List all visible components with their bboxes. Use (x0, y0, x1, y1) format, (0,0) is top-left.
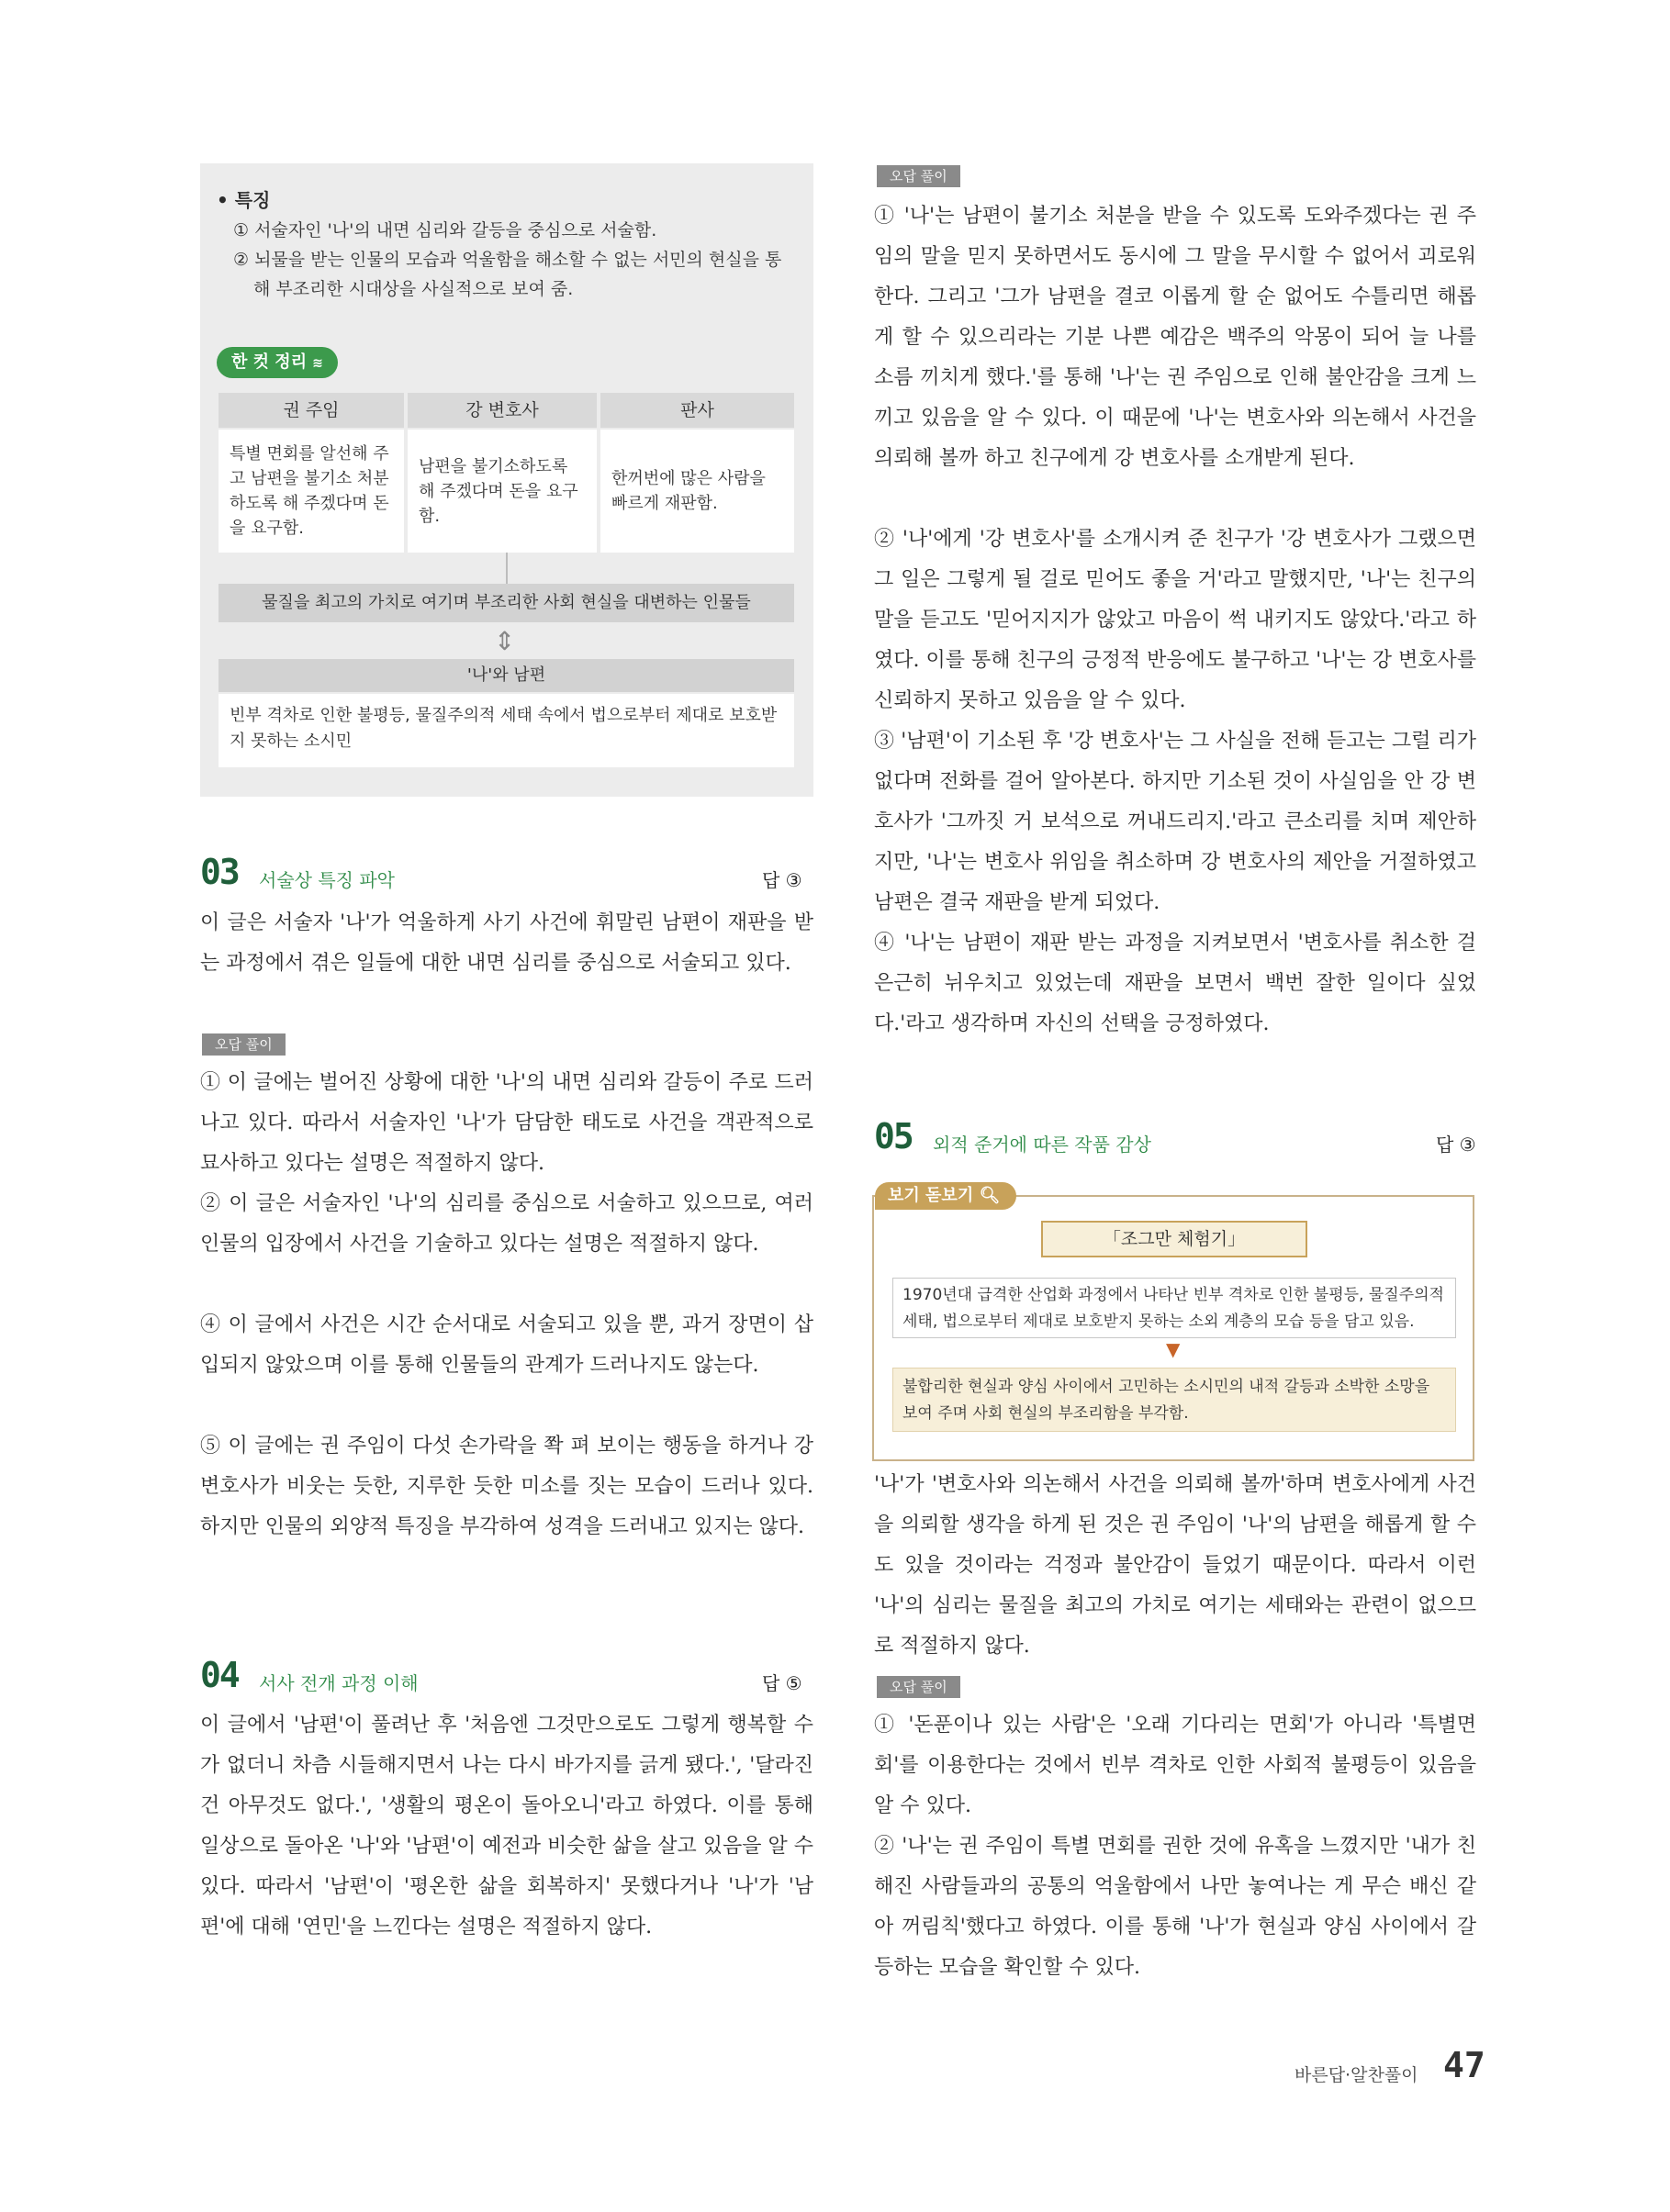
col-head-kwon: 권 주임 (219, 393, 404, 428)
bogi-tag: 보기 돋보기 🔍︎ (875, 1182, 1016, 1210)
s04-number: 04 (200, 1655, 239, 1695)
summary-band: 물질을 최고의 가치로 여기며 부조리한 사회 현실을 대변하는 인물들 (219, 584, 794, 622)
swirl-icon: ≋ (312, 356, 323, 371)
col-body-judge: 한꺼번에 많은 사람을 빠르게 재판함. (600, 430, 794, 553)
col-body-kang: 남편을 불기소하도록 해 주겠다며 돈을 요구함. (408, 430, 597, 553)
s05-body: '나'가 '변호사와 의논해서 사건을 의뢰해 볼까'하며 변호사에게 사건을 의뢰할 생각을 하게 된 것은 권 주임이 '나'의 남편을 해롭게 할 수도 있을 것이라는 걱정과 불안감이 들었기 때문이다. 따라서 이런 '나'의 심리는 물질을 최고의 가치로 여기는 세태와는 관련이 없으므로 적절하지 않다. (874, 1473, 1476, 1658)
bogi-title: 「조그만 체험기」 (1041, 1221, 1307, 1257)
s03-item-2: ② 이 글은 서술자인 '나'의 심리를 중심으로 서술하고 있으므로, 여러 인물의 입장에서 사건을 기술하고 있다는 설명은 적절하지 않다. (200, 1192, 813, 1256)
right-top-tag: 오답 풀이 (877, 165, 960, 187)
down-arrow-icon: ▼ (1166, 1338, 1181, 1360)
me-body: 빈부 격차로 인한 불평등, 물질주의적 세태 속에서 법으로부터 제대로 보호받지 못하는 소시민 (219, 694, 794, 767)
s05-item-1: ① '돈푼이나 있는 사람'은 '오래 기다리는 면회'가 아니라 '특별면회'를 이용한다는 것에서 빈부 격차로 인한 사회적 불평등이 있음을 알 수 있다. (874, 1714, 1476, 1817)
magnifier-icon: 🔍︎ (979, 1186, 1001, 1205)
connector-line (506, 553, 508, 586)
s03-item-4: ④ 이 글에서 사건은 시간 순서대로 서술되고 있을 뿐, 과거 장면이 삽입되지 않았으며 이를 통해 인물들의 관계가 드러나지도 않는다. (200, 1313, 813, 1377)
s03-tag: 오답 풀이 (202, 1033, 286, 1056)
s04-title: 서사 전개 과정 이해 (259, 1672, 419, 1694)
bogi-text-1: 1970년대 급격한 산업화 과정에서 나타난 빈부 격차로 인한 불평등, 물질주의적 세태, 법으로부터 제대로 보호받지 못하는 소외 계층의 모습 등을 담고 있음. (892, 1278, 1456, 1338)
bogi-text-2: 불합리한 현실과 양심 사이에서 고민하는 소시민의 내적 갈등과 소박한 소망을 보여 주며 사회 현실의 부조리함을 부각함. (892, 1368, 1456, 1432)
s03-number: 03 (200, 852, 239, 892)
me-head: '나'와 남편 (219, 659, 794, 692)
s05-item-2: ② '나'는 권 주임이 특별 면회를 권한 것에 유혹을 느꼈지만 '내가 친해진 사람들과의 공통의 억울함에서 나만 놓여나는 게 무슨 배신 같아 꺼림칙'했다고 하였다. 이를 통해 '나'가 현실과 양심 사이에서 갈등하는 모습을 확인할 수 있다. (874, 1835, 1476, 1979)
s03-answer: 답 ③ (762, 869, 802, 891)
feature-line-3: 해 부조리한 시대상을 사실적으로 보여 줌. (253, 279, 574, 299)
feature-line-1: ① 서술자인 '나'의 내면 심리와 갈등을 중심으로 서술함. (233, 220, 657, 240)
s05-answer: 답 ③ (1436, 1134, 1476, 1156)
right-item-2: ② '나'에게 '강 변호사'를 소개시켜 준 친구가 '강 변호사가 그랬으면 그 일은 그렇게 될 걸로 믿어도 좋을 거'라고 말했지만, '나'는 친구의 말을 듣고도 '믿어지지가 않았고 마음이 썩 내키지도 않았다.'라고 하였다. 이를 통해 친구의 긍정적 반응에도 불구하고 '나'는 강 변호사를 신뢰하지 못하고 있음을 알 수 있다. (874, 528, 1476, 712)
right-item-3: ③ '남편'이 기소된 후 '강 변호사'는 그 사실을 전해 듣고는 그럴 리가 없다며 전화를 걸어 알아본다. 하지만 기소된 것이 사실임을 안 강 변호사가 '그까짓 거 보석으로 꺼내드리지.'라고 큰소리를 치며 제안하지만, '나'는 변호사 위임을 취소하며 강 변호사의 제안을 거절하였고 남편은 결국 재판을 받게 되었다. (874, 730, 1476, 914)
s04-body: 이 글에서 '남편'이 풀려난 후 '처음엔 그것만으로도 그렇게 행복할 수가 없더니 차츰 시들해지면서 나는 다시 바가지를 긁게 됐다.', '달라진 건 아무것도 없다.', '생활의 평온이 돌아오니'라고 하였다. 이를 통해 일상으로 돌아온 '나'와 '남편'이 예전과 비슷한 삶을 살고 있음을 알 수 있다. 따라서 '남편'이 '평온한 삶을 회복하지' 못했다거나 '나'가 '남편'에 대해 '연민'을 느낀다는 설명은 적절하지 않다. (200, 1714, 813, 1938)
right-item-4: ④ '나'는 남편이 재판 받는 과정을 지켜보면서 '변호사를 취소한 걸 은근히 뉘우치고 있었는데 재판을 보면서 백번 잘한 일이다 싶었다.'라고 생각하며 자신의 선택을 긍정하였다. (874, 932, 1476, 1035)
feature-line-2: ② 뇌물을 받는 인물의 모습과 억울함을 해소할 수 없는 서민의 현실을 통 (233, 250, 782, 270)
s03-item-1: ① 이 글에는 벌어진 상황에 대한 '나'의 내면 심리와 갈등이 주로 드러나고 있다. 따라서 서술자인 '나'가 담담한 태도로 사건을 객관적으로 묘사하고 있다는 설명은 적절하지 않다. (200, 1071, 813, 1175)
col-head-judge: 판사 (600, 393, 794, 428)
s05-tag: 오답 풀이 (877, 1676, 960, 1698)
summary-tag: 한 컷 정리 ≋ (217, 347, 338, 378)
right-item-1: ① '나'는 남편이 불기소 처분을 받을 수 있도록 도와주겠다는 권 주임의 말을 믿지 못하면서도 동시에 그 말을 무시할 수 없어서 괴로워한다. 그리고 '그가 남편을 결코 이롭게 할 순 없어도 수틀리면 해롭게 할 수 있으리라는 기분 나쁜 예감은 백주의 악몽이 되어 늘 나를 소름 끼치게 했다.'를 통해 '나'는 권 주임으로 인해 불안감을 크게 느끼고 있음을 알 수 있다. 이 때문에 '나'는 변호사와 의논해서 사건을 의뢰해 볼까 하고 친구에게 강 변호사를 소개받게 된다. (874, 205, 1476, 470)
feature-title: • 특징 (217, 189, 271, 211)
s03-title: 서술상 특징 파악 (259, 869, 395, 891)
s05-number: 05 (874, 1116, 913, 1156)
s04-answer: 답 ⑤ (762, 1672, 802, 1694)
footer-label: 바른답·알찬풀이 (1295, 2065, 1418, 2085)
s03-item-5: ⑤ 이 글에는 권 주임이 다섯 손가락을 쫙 펴 보이는 행동을 하거나 강 변호사가 비웃는 듯한, 지루한 듯한 미소를 짓는 모습이 드러나 있다. 하지만 인물의 외양적 특징을 부각하여 성격을 드러내고 있지는 않다. (200, 1435, 813, 1538)
s05-title: 외적 준거에 따른 작품 감상 (933, 1134, 1151, 1156)
s03-intro: 이 글은 서술자 '나'가 억울하게 사기 사건에 휘말린 남편이 재판을 받는 과정에서 겪은 일들에 대한 내면 심리를 중심으로 서술되고 있다. (200, 911, 813, 975)
col-body-kwon: 특별 면회를 알선해 주고 남편을 불기소 처분하도록 해 주겠다며 돈을 요구함. (219, 430, 404, 553)
col-head-kang: 강 변호사 (408, 393, 597, 428)
page-number: 47 (1443, 2045, 1485, 2085)
up-down-arrow-icon: ⇕ (494, 626, 516, 656)
